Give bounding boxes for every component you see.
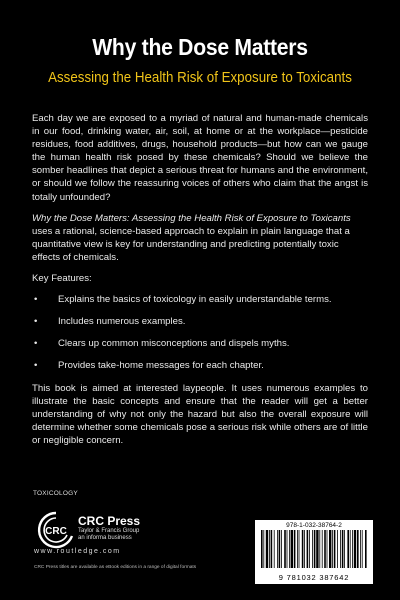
barcode-bar bbox=[362, 530, 363, 568]
ebook-note: CRC Press titles are available as eBook editions in a range of digital formats bbox=[34, 565, 197, 570]
feature-text: Provides take-home messages for each chapter. bbox=[58, 360, 264, 372]
key-features-heading: Key Features: bbox=[32, 273, 92, 285]
barcode-digits: 9 781032 387642 bbox=[278, 573, 350, 582]
barcode-bar bbox=[269, 530, 270, 568]
barcode-bar bbox=[302, 530, 304, 568]
description-paragraph-3: This book is aimed at interested laypeople. It uses numerous examples to illustrate the basic concepts and ensure that the reader will get a better understanding of why not only the hazard but also the overall exposure will determine whether some chemicals pose a serious risk while others are of little or negligible concern. bbox=[32, 382, 368, 446]
bullet-icon: • bbox=[34, 294, 38, 306]
barcode-bar bbox=[319, 530, 320, 568]
barcode-bar bbox=[312, 530, 313, 568]
publisher-name: CRC Press bbox=[78, 514, 141, 528]
book-subtitle: Assessing the Health Risk of Exposure to Toxicants bbox=[48, 70, 352, 86]
feature-item bbox=[32, 315, 368, 328]
barcode-bar bbox=[329, 530, 331, 568]
logo-mark-text: CRC bbox=[45, 526, 67, 537]
barcode-bar bbox=[365, 530, 367, 568]
bullet-icon: • bbox=[34, 338, 38, 350]
barcode-bar bbox=[316, 530, 318, 568]
barcode-bar bbox=[289, 530, 290, 568]
barcode-bar bbox=[277, 530, 278, 568]
book-full-title-italic: Why the Dose Matters: Assessing the Health Risk of Exposure to Toxicants bbox=[32, 212, 351, 224]
barcode-bar bbox=[291, 530, 293, 568]
feature-item bbox=[32, 359, 368, 372]
publisher-group: Taylor & Francis Group bbox=[78, 528, 140, 534]
description-paragraph-2-rest: uses a rational, science-based approach to explain in plain language that a quantitative view is key for understanding and predicting potentially toxic effects of chemicals. bbox=[32, 225, 350, 263]
description-paragraph-1: Each day we are exposed to a myriad of natural and human-made chemicals in our food, drinking water, air, soil, at home or at the workplace—pesticide residues, food additives, drugs, household products—but how can we gauge the human health risk posed by these chemicals? Should we believe the somber headlines that depict a serious threat for humans and the environment, or should we follow the reassuring voices of others who claim that the angst is totally unfounded? bbox=[32, 113, 368, 203]
barcode-bar bbox=[314, 530, 316, 568]
barcode-bar bbox=[271, 530, 273, 568]
barcode-bar bbox=[281, 530, 282, 568]
isbn-barcode bbox=[255, 520, 373, 584]
barcode-bar bbox=[299, 530, 300, 568]
barcode-bar bbox=[263, 530, 264, 568]
feature-text: Includes numerous examples. bbox=[58, 316, 186, 328]
barcode-bar bbox=[357, 530, 359, 568]
description-paragraph-2 bbox=[32, 212, 368, 264]
barcode-bar bbox=[287, 530, 288, 568]
isbn-number: 978-1-032-38764-2 bbox=[286, 522, 342, 529]
barcode-bar bbox=[334, 530, 336, 568]
barcode-bar bbox=[266, 530, 268, 568]
barcode-bar bbox=[324, 530, 326, 568]
feature-text: Clears up common misconceptions and dispels myths. bbox=[58, 338, 290, 350]
barcode-bar bbox=[347, 530, 349, 568]
barcode-bar bbox=[332, 530, 333, 568]
barcode-bar bbox=[337, 530, 338, 568]
crc-press-logo-icon bbox=[36, 510, 76, 550]
barcode-bar bbox=[307, 530, 309, 568]
barcode-bar bbox=[360, 530, 361, 568]
barcode-bar bbox=[261, 530, 263, 568]
book-title: Why the Dose Matters bbox=[92, 34, 308, 60]
subject-category: TOXICOLOGY bbox=[33, 490, 78, 497]
barcode-bar bbox=[309, 530, 310, 568]
key-features-list bbox=[32, 293, 368, 372]
barcode-bar bbox=[279, 530, 281, 568]
barcode-bar bbox=[274, 530, 275, 568]
publisher-business: an informa business bbox=[78, 535, 132, 541]
bullet-icon: • bbox=[34, 360, 38, 372]
publisher-website: www.routledge.com bbox=[34, 548, 121, 555]
feature-item bbox=[32, 293, 368, 306]
barcode-bar bbox=[304, 530, 305, 568]
feature-item bbox=[32, 337, 368, 350]
barcode-bars bbox=[261, 530, 367, 568]
barcode-bar bbox=[297, 530, 298, 568]
barcode-bar bbox=[352, 530, 353, 568]
back-cover-description bbox=[32, 112, 368, 455]
barcode-bar bbox=[354, 530, 356, 568]
barcode-bar bbox=[322, 530, 323, 568]
barcode-bar bbox=[350, 530, 351, 568]
barcode-bar bbox=[340, 530, 341, 568]
barcode-bar bbox=[284, 530, 286, 568]
barcode-bar bbox=[342, 530, 344, 568]
barcode-bar bbox=[327, 530, 328, 568]
feature-text: Explains the basics of toxicology in easily understandable terms. bbox=[58, 294, 332, 306]
bullet-icon: • bbox=[34, 316, 38, 328]
barcode-bar bbox=[344, 530, 345, 568]
barcode-bar bbox=[294, 530, 296, 568]
